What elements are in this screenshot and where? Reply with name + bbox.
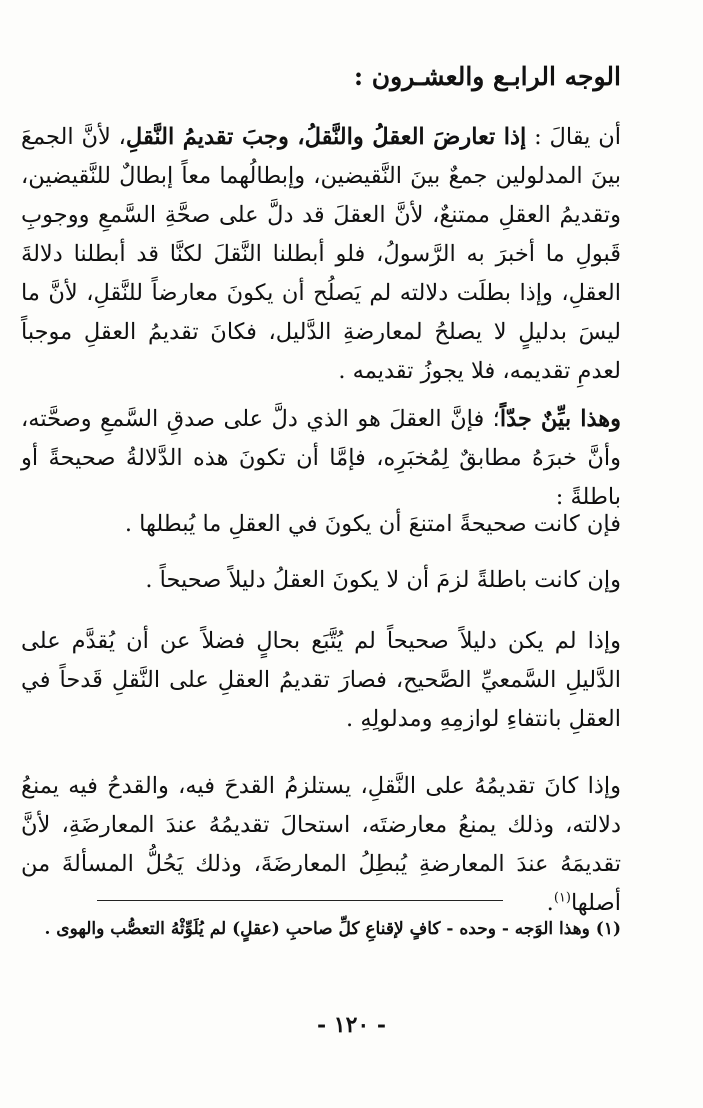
paragraph-1 bbox=[21, 118, 621, 391]
paragraph-6-end: . bbox=[546, 890, 554, 916]
paragraph-5: وإذا لم يكن دليلاً صحيحاً لم يُتَّبَع بحالٍ فضلاً عن أن يُقدَّم على الدَّليلِ السَّمعيِّ الصَّحيح، فصارَ تقديمُ العقلِ على النَّقلِ قَدحاً في العقلِ بانتفاءِ لوازمِهِ ومدلولِهِ . bbox=[21, 628, 621, 732]
section-heading: الوجه الرابـع والعشـرون : bbox=[353, 62, 621, 91]
paragraph-3: فإن كانت صحيحةً امتنعَ أن يكونَ في العقلِ ما يُبطلها . bbox=[124, 511, 621, 537]
footnote-text: (١) وهذا الوَجه - وحده - كافٍ لإقناعِ كلِّ صاحبِ (عقلٍ) لم يُلَوِّثْهُ التعصُّب والهوى . bbox=[44, 919, 621, 939]
paragraph-2-body: ؛ فإنَّ العقلَ هو الذي دلَّ على صدقِ السَّمعِ وصحَّته، وأنَّ خبرَهُ مطابقٌ لِمُخبَرِه، فإمَّا أن تكونَ هذه الدَّلالةُ صحيحةً أو باطلةً : bbox=[21, 406, 621, 510]
footnote-marker[interactable]: (١) bbox=[553, 890, 571, 906]
paragraph-1-body: ، لأنَّ الجمعَ بينَ المدلولين جمعٌ بينَ النَّقيضين، وإبطالُهما معاً إبطالٌ للنَّقيضين، وتقديمُ العقلِ ممتنعٌ، لأنَّ العقلَ قد دلَّ على صحَّةِ السَّمعِ ووجوبِ قَبولِ ما أخبرَ به الرَّسولُ، فلو أبطلنا النَّقلَ لكنَّا قد أبطلنا دلالةَ العقلِ، وإذا بطلَت دلالته لم يَصلُح أن يكونَ معارضاً للنَّقلِ، لأنَّ ما ليسَ بدليلٍ لا يصلحُ لمعارضةِ الدَّليل، فكانَ تقديمُ العقلِ موجباً لعدمِ تقديمه، فلا يجوزُ تقديمه . bbox=[21, 124, 621, 384]
paragraph-4: وإن كانت باطلةً لزمَ أن لا يكونَ العقلُ دليلاً صحيحاً . bbox=[145, 567, 621, 593]
paragraph-2 bbox=[21, 400, 621, 517]
paragraph-6-body: وإذا كانَ تقديمُهُ على النَّقلِ، يستلزمُ القدحَ فيه، والقدحُ فيه يمنعُ دلالته، وذلك يمنعُ معارضتَه، استحالَ تقديمُهُ عندَ المعارضَةِ، لأنَّ تقديمَهُ عندَ المعارضةِ يُبطِلُ المعارضَةَ، وذلك يَحُلُّ المسألةَ من أصلها bbox=[21, 773, 621, 916]
footnote-divider bbox=[97, 900, 503, 901]
page-number: - ١٢٠ - bbox=[316, 1012, 387, 1038]
paragraph-1-bold-claim: إذا تعارضَ العقلُ والنَّقلُ، وجبَ تقديمُ النَّقلِ bbox=[125, 124, 527, 150]
paragraph-2-bold-lead: وهذا بيِّنٌ جدّاً bbox=[499, 406, 622, 432]
paragraph-1-lead: أن يقالَ : bbox=[526, 124, 621, 150]
